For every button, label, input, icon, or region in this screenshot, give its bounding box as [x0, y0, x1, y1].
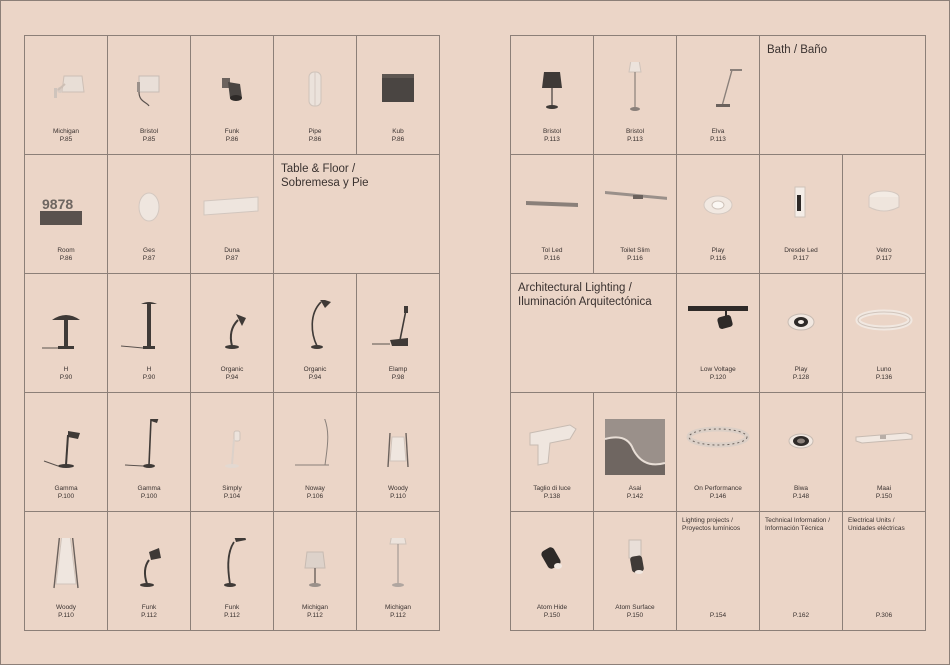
product-page: P.148 — [792, 493, 810, 500]
product-name: Play — [794, 366, 808, 373]
floor-lamp-gamma-icon — [117, 419, 181, 483]
note-line2: Proyectos lumínicos — [682, 525, 741, 532]
recessed-ring-icon — [686, 181, 750, 245]
product-page: P.150 — [543, 612, 561, 619]
product-cell[interactable] — [594, 155, 677, 274]
product-page: P.113 — [544, 136, 560, 143]
note-line2: Unidades eléctricas — [848, 525, 905, 532]
product-name: Ges — [143, 247, 155, 254]
product-name: Funk — [224, 128, 240, 135]
product-name: Duna — [224, 247, 240, 254]
atom-surface-spot-icon — [603, 538, 667, 602]
product-name: Elva — [711, 128, 725, 135]
section-title-architectural: Architectural Lighting / — [518, 282, 632, 294]
floor-lamp-organic-icon — [283, 300, 347, 364]
wall-slot-light-icon — [769, 181, 833, 245]
section-title-cell — [511, 274, 677, 393]
product-page: P.117 — [793, 255, 809, 262]
table-lamp-simply-icon — [200, 419, 264, 483]
note-line1: Electrical Units / — [848, 517, 895, 524]
product-page: P.116 — [710, 255, 726, 262]
bath-bar-light-icon — [520, 181, 584, 245]
product-cell[interactable] — [511, 512, 594, 631]
wall-tube-icon — [283, 62, 347, 126]
note-page: P.154 — [709, 612, 727, 619]
ceiling-drum-icon — [852, 181, 916, 245]
product-cell[interactable] — [25, 393, 108, 512]
floor-lamp-noway-icon — [283, 419, 347, 483]
product-name: Tol Led — [541, 247, 563, 254]
section-title-cell — [274, 155, 440, 274]
product-page: P.112 — [307, 612, 323, 619]
wave-wall-icon — [603, 419, 667, 483]
desk-lamp-elva-icon — [686, 62, 750, 126]
product-cell[interactable] — [594, 36, 677, 155]
led-strip-icon — [686, 419, 750, 483]
product-page: P.90 — [142, 374, 156, 381]
product-cell[interactable] — [843, 274, 926, 393]
house-number-icon — [34, 181, 98, 245]
product-name: Biwa — [793, 485, 809, 492]
product-name: Taglio di luce — [533, 485, 571, 492]
product-cell[interactable] — [760, 393, 843, 512]
product-page: P.85 — [59, 136, 73, 143]
product-cell[interactable] — [357, 36, 440, 155]
note-page: P.306 — [875, 612, 893, 619]
product-cell[interactable] — [191, 512, 274, 631]
product-cell[interactable] — [191, 155, 274, 274]
product-name: H — [63, 366, 69, 373]
product-name: H — [146, 366, 152, 373]
product-cell[interactable] — [108, 155, 191, 274]
wall-lamp-arm-icon — [117, 62, 181, 126]
product-name: Organic — [303, 366, 327, 373]
product-cell[interactable] — [191, 36, 274, 155]
section-title-bath: Bath / Baño — [767, 44, 828, 56]
product-cell[interactable] — [594, 512, 677, 631]
floor-lamp-woody-icon — [34, 538, 98, 602]
table-lamp-organic-icon — [200, 300, 264, 364]
product-page: P.86 — [225, 136, 239, 143]
product-page: P.110 — [390, 493, 406, 500]
recessed-spot-icon — [769, 300, 833, 364]
product-name: Low Voltage — [700, 366, 736, 373]
product-page: P.113 — [710, 136, 726, 143]
product-name: Funk — [224, 604, 240, 611]
product-page: P.104 — [223, 493, 241, 500]
product-page: P.112 — [141, 612, 157, 619]
product-cell[interactable] — [511, 393, 594, 512]
ring-pendant-icon — [852, 300, 916, 364]
product-name: Organic — [220, 366, 244, 373]
product-name: Michigan — [52, 128, 79, 135]
table-lamp-gamma-icon — [34, 419, 98, 483]
section-title-cell — [760, 36, 926, 155]
note-line1: Lighting projects / — [682, 517, 733, 524]
wall-disc-icon — [117, 181, 181, 245]
wall-lamp-shade-icon — [34, 62, 98, 126]
product-cell[interactable] — [25, 274, 108, 393]
product-page: P.85 — [142, 136, 156, 143]
product-cell[interactable] — [108, 36, 191, 155]
product-cell[interactable] — [843, 155, 926, 274]
product-page: P.128 — [792, 374, 810, 381]
product-page: P.112 — [390, 612, 406, 619]
product-page: P.113 — [627, 136, 643, 143]
product-name: Gamma — [137, 485, 161, 492]
product-cell[interactable] — [25, 155, 108, 274]
product-page: P.87 — [225, 255, 239, 262]
product-page: P.94 — [308, 374, 322, 381]
product-page: P.116 — [627, 255, 643, 262]
product-name: Simply — [222, 485, 242, 492]
floor-lamp-mushroom-icon — [117, 300, 181, 364]
product-name: Pipe — [308, 128, 322, 135]
product-cell[interactable] — [843, 393, 926, 512]
product-page: P.110 — [58, 612, 74, 619]
electrical-units-cell[interactable] — [843, 512, 926, 631]
product-cell[interactable] — [677, 155, 760, 274]
product-cell[interactable] — [511, 36, 594, 155]
product-cell[interactable] — [357, 393, 440, 512]
product-cell[interactable] — [274, 393, 357, 512]
technical-information-cell[interactable] — [760, 512, 843, 631]
product-cell[interactable] — [677, 36, 760, 155]
floor-lamp-funk-icon — [200, 538, 264, 602]
table-lamp-mushroom-icon — [34, 300, 98, 364]
product-page: P.120 — [709, 374, 727, 381]
product-page: P.138 — [543, 493, 561, 500]
table-lamp-woody-icon — [366, 419, 430, 483]
product-name: Kub — [392, 128, 404, 135]
product-cell[interactable] — [108, 393, 191, 512]
product-cell[interactable] — [108, 512, 191, 631]
product-page: P.136 — [875, 374, 893, 381]
product-name: Funk — [141, 604, 157, 611]
product-page: P.86 — [308, 136, 322, 143]
floor-lamp-bristol-icon — [603, 62, 667, 126]
product-page: P.142 — [626, 493, 644, 500]
product-page: P.112 — [224, 612, 240, 619]
product-page: P.86 — [391, 136, 405, 143]
product-cell[interactable] — [274, 512, 357, 631]
product-cell[interactable] — [677, 274, 760, 393]
product-name: Bristol — [625, 128, 645, 135]
product-cell[interactable] — [760, 155, 843, 274]
product-name: Room — [57, 247, 75, 254]
section-title-sobremesa: Sobremesa y Pie — [281, 177, 369, 189]
product-page: P.146 — [709, 493, 727, 500]
product-cell[interactable] — [760, 274, 843, 393]
wall-panel-icon — [200, 181, 264, 245]
product-cell[interactable] — [677, 393, 760, 512]
product-cell[interactable] — [191, 393, 274, 512]
product-page: P.150 — [875, 493, 893, 500]
product-cell[interactable] — [274, 274, 357, 393]
product-name: Asai — [628, 485, 642, 492]
product-name: Toilet Slim — [620, 247, 650, 254]
bath-slim-bar-icon — [603, 181, 667, 245]
product-cell[interactable] — [25, 512, 108, 631]
product-name: Play — [711, 247, 725, 254]
house-number-text: 9878 — [42, 196, 74, 212]
product-name: Gamma — [54, 485, 78, 492]
downlight-icon — [769, 419, 833, 483]
product-name: Bristol — [542, 128, 562, 135]
floor-lamp-michigan-icon — [366, 538, 430, 602]
note-line2: Información Técnica — [765, 525, 824, 532]
linear-profile-icon — [852, 419, 916, 483]
product-name: Vetro — [876, 247, 892, 254]
product-page: P.116 — [544, 255, 560, 262]
product-name: Luno — [876, 366, 892, 373]
product-cell[interactable] — [108, 274, 191, 393]
product-page: P.117 — [876, 255, 892, 262]
table-lamp-funk-icon — [117, 538, 181, 602]
product-cell[interactable] — [357, 512, 440, 631]
product-name: Noway — [305, 485, 325, 492]
product-page: P.150 — [626, 612, 644, 619]
product-page: P.100 — [140, 493, 158, 500]
section-title-arquitectonica: Iluminación Arquitectónica — [518, 296, 652, 308]
product-page: P.94 — [225, 374, 239, 381]
product-cell[interactable] — [274, 36, 357, 155]
product-page: P.87 — [142, 255, 156, 262]
product-name: Michigan — [301, 604, 328, 611]
product-name: Atom Surface — [615, 604, 655, 611]
left-page-grid — [24, 35, 440, 631]
product-cell[interactable] — [357, 274, 440, 393]
wall-cube-icon — [366, 62, 430, 126]
product-name: Bristol — [139, 128, 159, 135]
product-cell[interactable] — [25, 36, 108, 155]
wall-spot-icon — [200, 62, 264, 126]
product-name: Woody — [55, 604, 77, 611]
product-name: On Performance — [694, 485, 742, 492]
table-lamp-michigan-icon — [283, 538, 347, 602]
product-page: P.90 — [59, 374, 73, 381]
product-cell[interactable] — [511, 155, 594, 274]
note-line1: Technical Information / — [765, 517, 831, 524]
product-name: Atom Hide — [536, 604, 568, 611]
note-page: P.162 — [792, 612, 810, 619]
product-name: Elamp — [388, 366, 408, 373]
lighting-projects-cell[interactable] — [677, 512, 760, 631]
product-cell[interactable] — [191, 274, 274, 393]
product-cell[interactable] — [594, 393, 677, 512]
desk-lamp-elamp-icon — [366, 300, 430, 364]
product-page: P.100 — [57, 493, 75, 500]
product-name: Dresde Led — [784, 247, 818, 254]
product-name: Michigan — [384, 604, 411, 611]
product-name: Woody — [387, 485, 409, 492]
right-page-grid — [510, 35, 926, 631]
table-lamp-bristol-icon — [520, 62, 584, 126]
product-page: P.106 — [306, 493, 324, 500]
atom-hide-spot-icon — [520, 538, 584, 602]
track-spot-icon — [686, 300, 750, 364]
product-name: Maai — [876, 485, 892, 492]
plaster-profile-icon — [520, 419, 584, 483]
product-page: P.98 — [391, 374, 405, 381]
product-page: P.86 — [59, 255, 73, 262]
section-title-table-floor: Table & Floor / — [281, 163, 356, 175]
